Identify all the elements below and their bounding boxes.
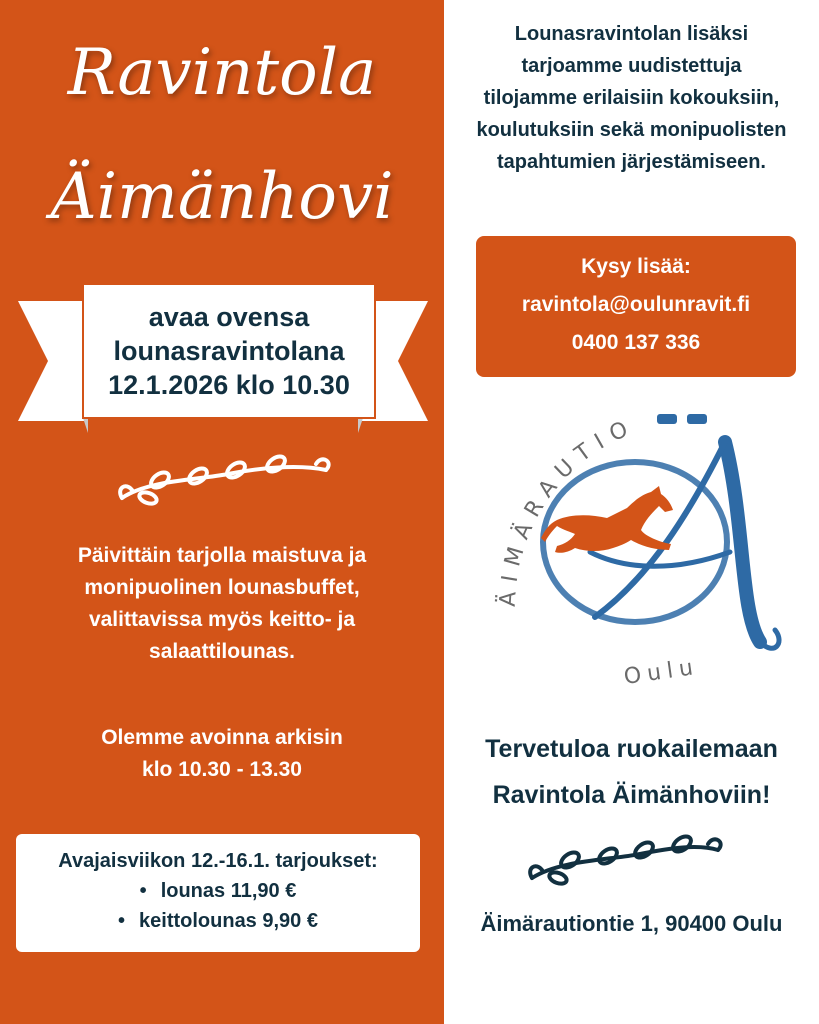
logo-arc-text: ÄIMÄRAUTIO <box>495 413 640 608</box>
desc-line-2: monipuolinen lounasbuffet, <box>84 576 360 599</box>
intro-line-5: tapahtumien järjestämiseen. <box>497 151 766 173</box>
offer-item-lunch: • lounas 11,90 € <box>16 876 420 906</box>
welcome-line-2: Ravintola Äimänhoviin! <box>492 781 771 809</box>
ribbon-line-3: 12.1.2026 klo 10.30 <box>108 370 350 400</box>
hours-line-1: Olemme avoinna arkisin <box>101 726 343 749</box>
intro-line-4: koulutuksiin sekä monipuolisten <box>476 119 787 141</box>
lunch-description <box>0 540 444 668</box>
vine-ornament-right <box>520 818 730 892</box>
offer-item-soup: • keittolounas 9,90 € <box>16 906 420 936</box>
intro-line-2: tarjoamme uudistettuja <box>521 55 742 77</box>
ribbon-line-2: lounasravintolana <box>113 336 345 366</box>
contact-heading: Kysy lisää: <box>581 255 691 278</box>
welcome-line-1: Tervetuloa ruokailemaan <box>485 735 778 763</box>
desc-line-4: salaattilounas. <box>149 640 295 663</box>
contact-box <box>476 236 796 377</box>
aimarautio-logo <box>475 402 805 702</box>
ribbon-line-1: avaa ovensa <box>148 302 310 332</box>
welcome-message <box>444 726 819 818</box>
restaurant-title-line2: Äimänhovi <box>50 160 394 234</box>
contact-phone[interactable]: 0400 137 336 <box>571 331 701 354</box>
logo-city-text: Oulu <box>622 654 701 690</box>
opening-hours <box>0 722 444 786</box>
opening-announcement <box>82 283 376 419</box>
intro-line-1: Lounasravintolan lisäksi <box>514 23 749 45</box>
contact-email[interactable]: ravintola@oulunravit.fi <box>521 293 751 316</box>
intro-line-3: tilojamme erilaisiin kokouksiin, <box>483 87 780 109</box>
restaurant-title-line1: Ravintola <box>67 36 377 110</box>
desc-line-1: Päivittäin tarjolla maistuva ja <box>77 544 367 567</box>
desc-line-3: valittavissa myös keitto- ja <box>88 608 356 631</box>
hours-line-2: klo 10.30 - 13.30 <box>142 758 302 781</box>
services-intro <box>444 18 819 178</box>
address: Äimärautiontie 1, 90400 Oulu <box>480 911 783 936</box>
vine-ornament-left <box>108 440 338 512</box>
opening-week-offers <box>16 834 420 952</box>
offer-heading: Avajaisviikon 12.-16.1. tarjoukset: <box>58 850 378 872</box>
